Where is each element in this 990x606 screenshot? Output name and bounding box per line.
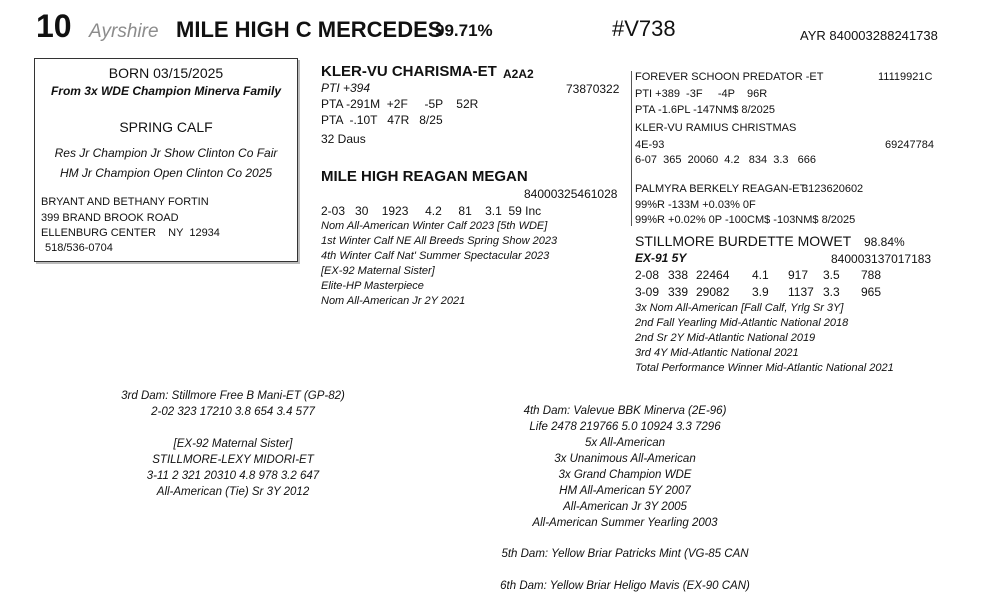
award-line: Res Jr Champion Jr Show Clinton Co Fair [54,146,278,160]
third-dam-record: 2-02 323 17210 3.8 654 3.4 577 [151,406,315,418]
fourth-dam-line: All-American Jr 3Y 2005 [563,501,687,513]
dam-name: MILE HIGH REAGAN MEGAN [321,168,528,185]
owner-line: 518/536-0704 [45,242,113,254]
record-cell: 3-09 [635,285,660,299]
dam-sire-reg: 3123620602 [802,183,864,195]
record-cell: 338 [668,268,689,282]
dam-dam-name: STILLMORE BURDETTE MOWET [635,233,852,249]
sire-sire-reg: 11119921C [878,71,933,83]
fifth-dam: 5th Dam: Yellow Briar Patricks Mint (VG-85 CAN [501,548,749,560]
sixth-dam: 6th Dam: Yellow Briar Heligo Mavis (EX-90 CAN) [500,580,750,592]
dam-sire-line: 99%R -133M +0.03% 0F [635,199,756,211]
sire-sire-name: FOREVER SCHOON PREDATOR -ET [635,71,824,83]
fourth-dam-line: 3x Grand Champion WDE [558,469,692,481]
sire-pta-line: PTA -.10T 47R 8/25 [321,113,443,127]
sire-sire-line: PTI +389 -3F -4P 96R [635,88,768,100]
show-class: SPRING CALF [119,119,213,135]
sire-dam-name: KLER-VU RAMIUS CHRISTMAS [635,122,797,134]
dam-note: 4th Winter Calf Nat' Summer Spectacular 2023 [321,250,550,262]
record-cell: 3.9 [752,285,769,299]
sire-dam-reg: 69247784 [885,139,934,151]
animal-name: MILE HIGH C MERCEDES [176,17,443,42]
record-cell: 965 [861,285,882,299]
dam-dam-note: 3rd 4Y Mid-Atlantic National 2021 [635,347,799,359]
owner-line: ELLENBURG CENTER NY 12934 [41,227,220,239]
owner-line: 399 BRAND BROOK ROAD [41,212,179,224]
maternal-sister-line: 3-11 2 321 20310 4.8 978 3.2 647 [146,470,320,482]
registration-number: AYR 840003288241738 [800,28,938,43]
dam-sire-line: 99%R +0.02% 0P -100CM$ -103NM$ 8/2025 [635,214,856,226]
dam-note: Nom All-American Jr 2Y 2021 [321,295,466,307]
dam-dam-note: 3x Nom All-American [Fall Calf, Yrlg Sr 3Y] [635,302,844,314]
record-cell: 917 [788,268,809,282]
dam-note: 1st Winter Calf NE All Breeds Spring Show 2023 [321,235,558,247]
fourth-dam-line: All-American Summer Yearling 2003 [532,517,718,529]
record-cell: 788 [861,268,882,282]
sire-genotype: A2A2 [503,67,534,81]
dam-dam-class: EX-91 5Y [635,251,687,265]
sire-dam-class: 4E-93 [635,139,665,151]
birth-date: BORN 03/15/2025 [108,65,224,81]
sire-sire-line: PTA -1.6PL -147NM$ 8/2025 [635,104,776,116]
third-dam-block [88,388,378,500]
sire-dam-record: 6-07 365 20060 4.2 834 3.3 666 [635,154,817,166]
dam-record: 2-03 30 1923 4.2 81 3.1 59 Inc [321,204,542,218]
dam-dam-note: 2nd Fall Yearling Mid-Atlantic National 2018 [635,317,849,329]
maternal-sister-line: All-American (Tie) Sr 3Y 2012 [156,486,310,498]
breed-label: Ayrshire [89,21,159,42]
record-cell: 1137 [788,285,814,299]
info-box [34,58,298,262]
fourth-dam-line: 3x Unanimous All-American [554,453,696,465]
maternal-sister-line: [EX-92 Maternal Sister] [173,438,293,450]
dam-note: Nom All-American Winter Calf 2023 [5th WDE] [321,220,548,232]
record-cell: 4.1 [752,268,769,282]
third-dam-title: 3rd Dam: Stillmore Free B Mani-ET (GP-82) [121,390,345,402]
dam-note: Elite-HP Masterpiece [321,280,424,292]
fourth-dam-line: 5x All-American [584,437,666,449]
maternal-sister-line: STILLMORE-LEXY MIDORI-ET [152,454,314,466]
dam-notes [321,219,557,309]
record-cell: 2-08 [635,268,660,282]
dam-dam-reg: 840003137017183 [831,252,932,266]
lot-number: 10 [36,8,72,44]
fourth-dam-line: 4th Dam: Valevue BBK Minerva (2E-96) [523,405,727,417]
sire-pti: PTI +394 [321,81,371,95]
animal-percent: 99.71% [435,21,493,40]
sire-name: KLER-VU CHARISMA-ET [321,63,497,80]
record-cell: 22464 [696,268,730,282]
fourth-dam-line: HM All-American 5Y 2007 [559,485,691,497]
record-cell: 29082 [696,285,730,299]
pedigree-divider [631,71,632,226]
record-cell: 3.5 [823,268,840,282]
award-line: HM Jr Champion Open Clinton Co 2025 [59,166,273,180]
sire-daughters: 32 Daus [321,132,366,146]
dam-dam-note: Total Performance Winner Mid-Atlantic National 2021 [635,362,894,374]
dam-dam-percent: 98.84% [864,235,905,249]
dam-dam-note: 2nd Sr 2Y Mid-Atlantic National 2019 [635,332,816,344]
record-cell: 3.3 [823,285,840,299]
fourth-dam-block [475,403,775,531]
dam-note: [EX-92 Maternal Sister] [321,265,435,277]
dam-dam-notes [635,301,894,376]
dam-sire-name: PALMYRA BERKELY REAGAN-ET [635,183,807,195]
fourth-dam-line: Life 2478 219766 5.0 10924 3.3 7296 [529,421,721,433]
tag-number: #V738 [612,16,676,41]
sire-pta-line: PTA -291M +2F -5P 52R [321,97,479,111]
owner-line: BRYANT AND BETHANY FORTIN [41,196,209,208]
family-note: From 3x WDE Champion Minerva Family [50,84,282,98]
dam-reg: 84000325461028 [524,187,618,201]
record-cell: 339 [668,285,689,299]
sire-reg: 73870322 [566,82,620,96]
